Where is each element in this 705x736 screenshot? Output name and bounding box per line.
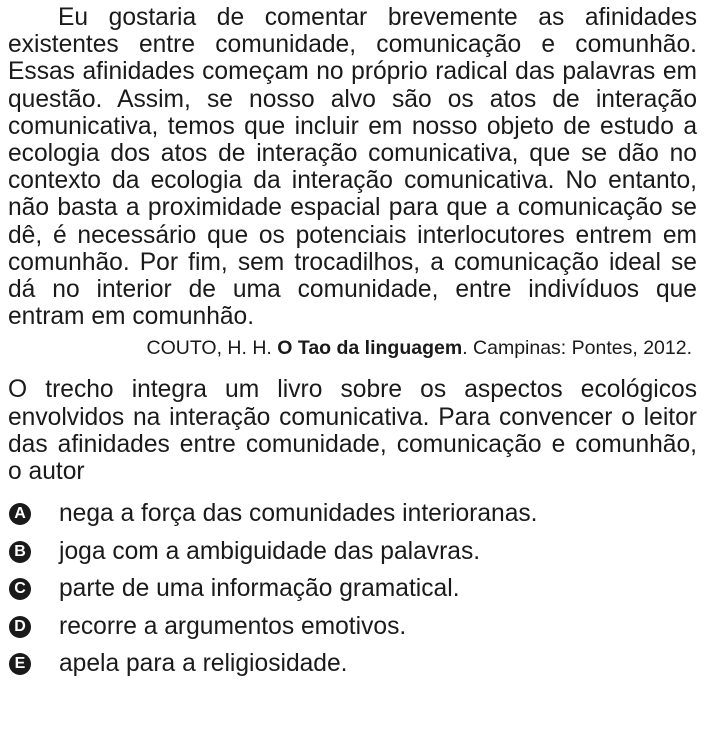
option-b[interactable] — [8, 533, 697, 571]
option-b-letter-badge: B — [9, 541, 31, 563]
option-a-letter-badge: A — [9, 503, 31, 525]
option-a-text: nega a força das comunidades interioranas. — [59, 500, 538, 527]
question-stem: O trecho integra um livro sobre os aspectos ecológicos envolvidos na interação comunicativa. Para convencer o leitor das afinidades entre comunidade, comunicação e comunhão, o autor — [8, 376, 697, 486]
citation-title: O Tao da linguagem — [277, 337, 463, 360]
option-a[interactable] — [8, 495, 697, 533]
citation-publisher: . Campinas: Pontes, 2012. — [462, 337, 692, 360]
option-c[interactable] — [8, 570, 697, 608]
option-c-letter-badge: C — [9, 578, 31, 600]
citation — [8, 336, 692, 360]
option-e[interactable] — [8, 645, 697, 683]
option-e-letter-badge: E — [9, 653, 31, 675]
option-d-text: recorre a argumentos emotivos. — [59, 612, 407, 640]
option-e-text: apela para a religiosidade. — [59, 650, 348, 677]
answer-options — [8, 495, 697, 683]
question-page — [0, 4, 705, 736]
citation-author: COUTO, H. H. — [146, 337, 272, 360]
passage-text: Eu gostaria de comentar brevemente as afinidades existentes entre comunidade, comunicação e comunhão. Essas afinidades começam no próprio radical das palavras em questão. Assim, se nosso alvo são os atos de interação comunicativa, temos que incluir em nosso objeto de estudo a ecologia dos atos de interação comunicativa, que se dão no contexto da ecologia da interação comunicativa. No entanto, não basta a proximidade espacial para que a comunicação se dê, é necessário que os potenciais interlocutores entrem em comunhão. Por fim, sem trocadilhos, a comunicação ideal se dá no interior de uma comunidade, entre indivíduos que entram em comunhão. — [8, 4, 697, 331]
option-c-text: parte de uma informação gramatical. — [59, 575, 460, 602]
option-d-letter-badge: D — [9, 616, 31, 638]
option-b-text: joga com a ambiguidade das palavras. — [59, 537, 481, 565]
option-d[interactable] — [8, 608, 697, 646]
